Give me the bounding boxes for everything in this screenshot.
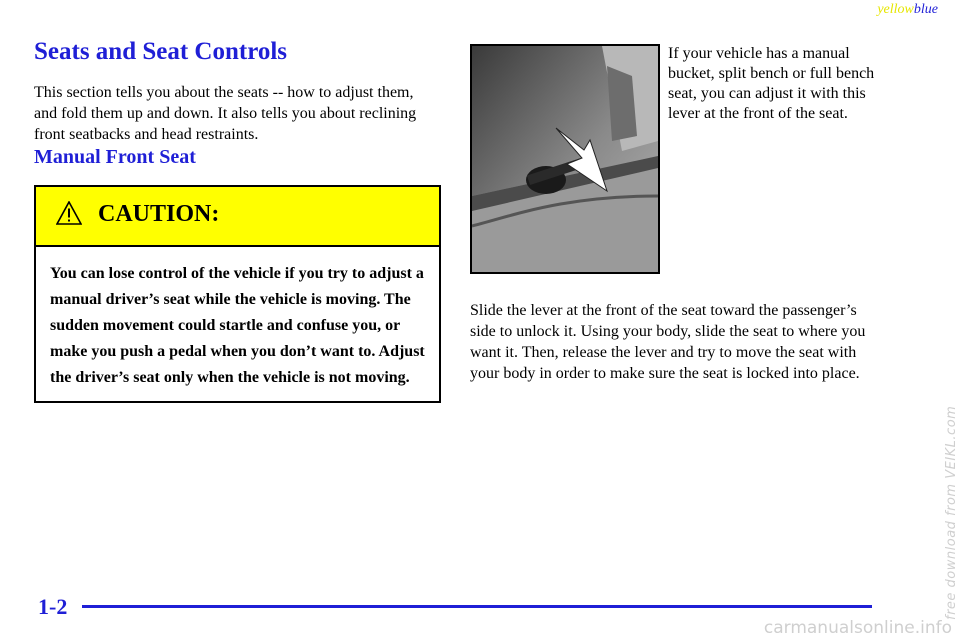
bottom-watermark: carmanualsonline.info <box>763 618 952 638</box>
page-number: 1-2 <box>38 594 68 619</box>
color-tag-blue: blue <box>913 2 938 17</box>
footer-rule <box>82 605 872 608</box>
caution-text: You can lose control of the vehicle if you try to adjust a manual driver’s seat while the vehicle is moving. The sudden movement could startle and confuse you, or make you push a pedal when you don’t want to. Adjust the driver’s seat only when the vehicle is not moving. <box>50 265 425 386</box>
color-tag <box>877 2 938 18</box>
seat-lever-photo <box>470 44 660 274</box>
caution-title: CAUTION: <box>98 201 220 227</box>
vertical-watermark: free download from VEIKL.com <box>944 405 959 620</box>
caution-box <box>34 185 441 403</box>
color-tag-yellow: yellow <box>877 2 914 17</box>
side-paragraph: If your vehicle has a manual bucket, split bench or full bench seat, you can adjust it with this lever at the front of the seat. <box>668 45 875 122</box>
seat-lever-illustration <box>472 46 658 272</box>
warning-triangle-icon <box>56 201 82 225</box>
subsection-title: Manual Front Seat <box>34 146 196 168</box>
body-paragraph: Slide the lever at the front of the seat toward the passenger’s side to unlock it. Using your body, slide the seat to where you want it. Then, release the lever and try to move the seat with your body in order to make sure the seat is locked into place. <box>470 302 866 382</box>
intro-paragraph: This section tells you about the seats -- how to adjust them, and fold them up and down. It also tells you about reclining front seatbacks and head restraints. <box>34 84 417 143</box>
caution-header <box>36 187 439 247</box>
section-title: Seats and Seat Controls <box>34 38 288 65</box>
